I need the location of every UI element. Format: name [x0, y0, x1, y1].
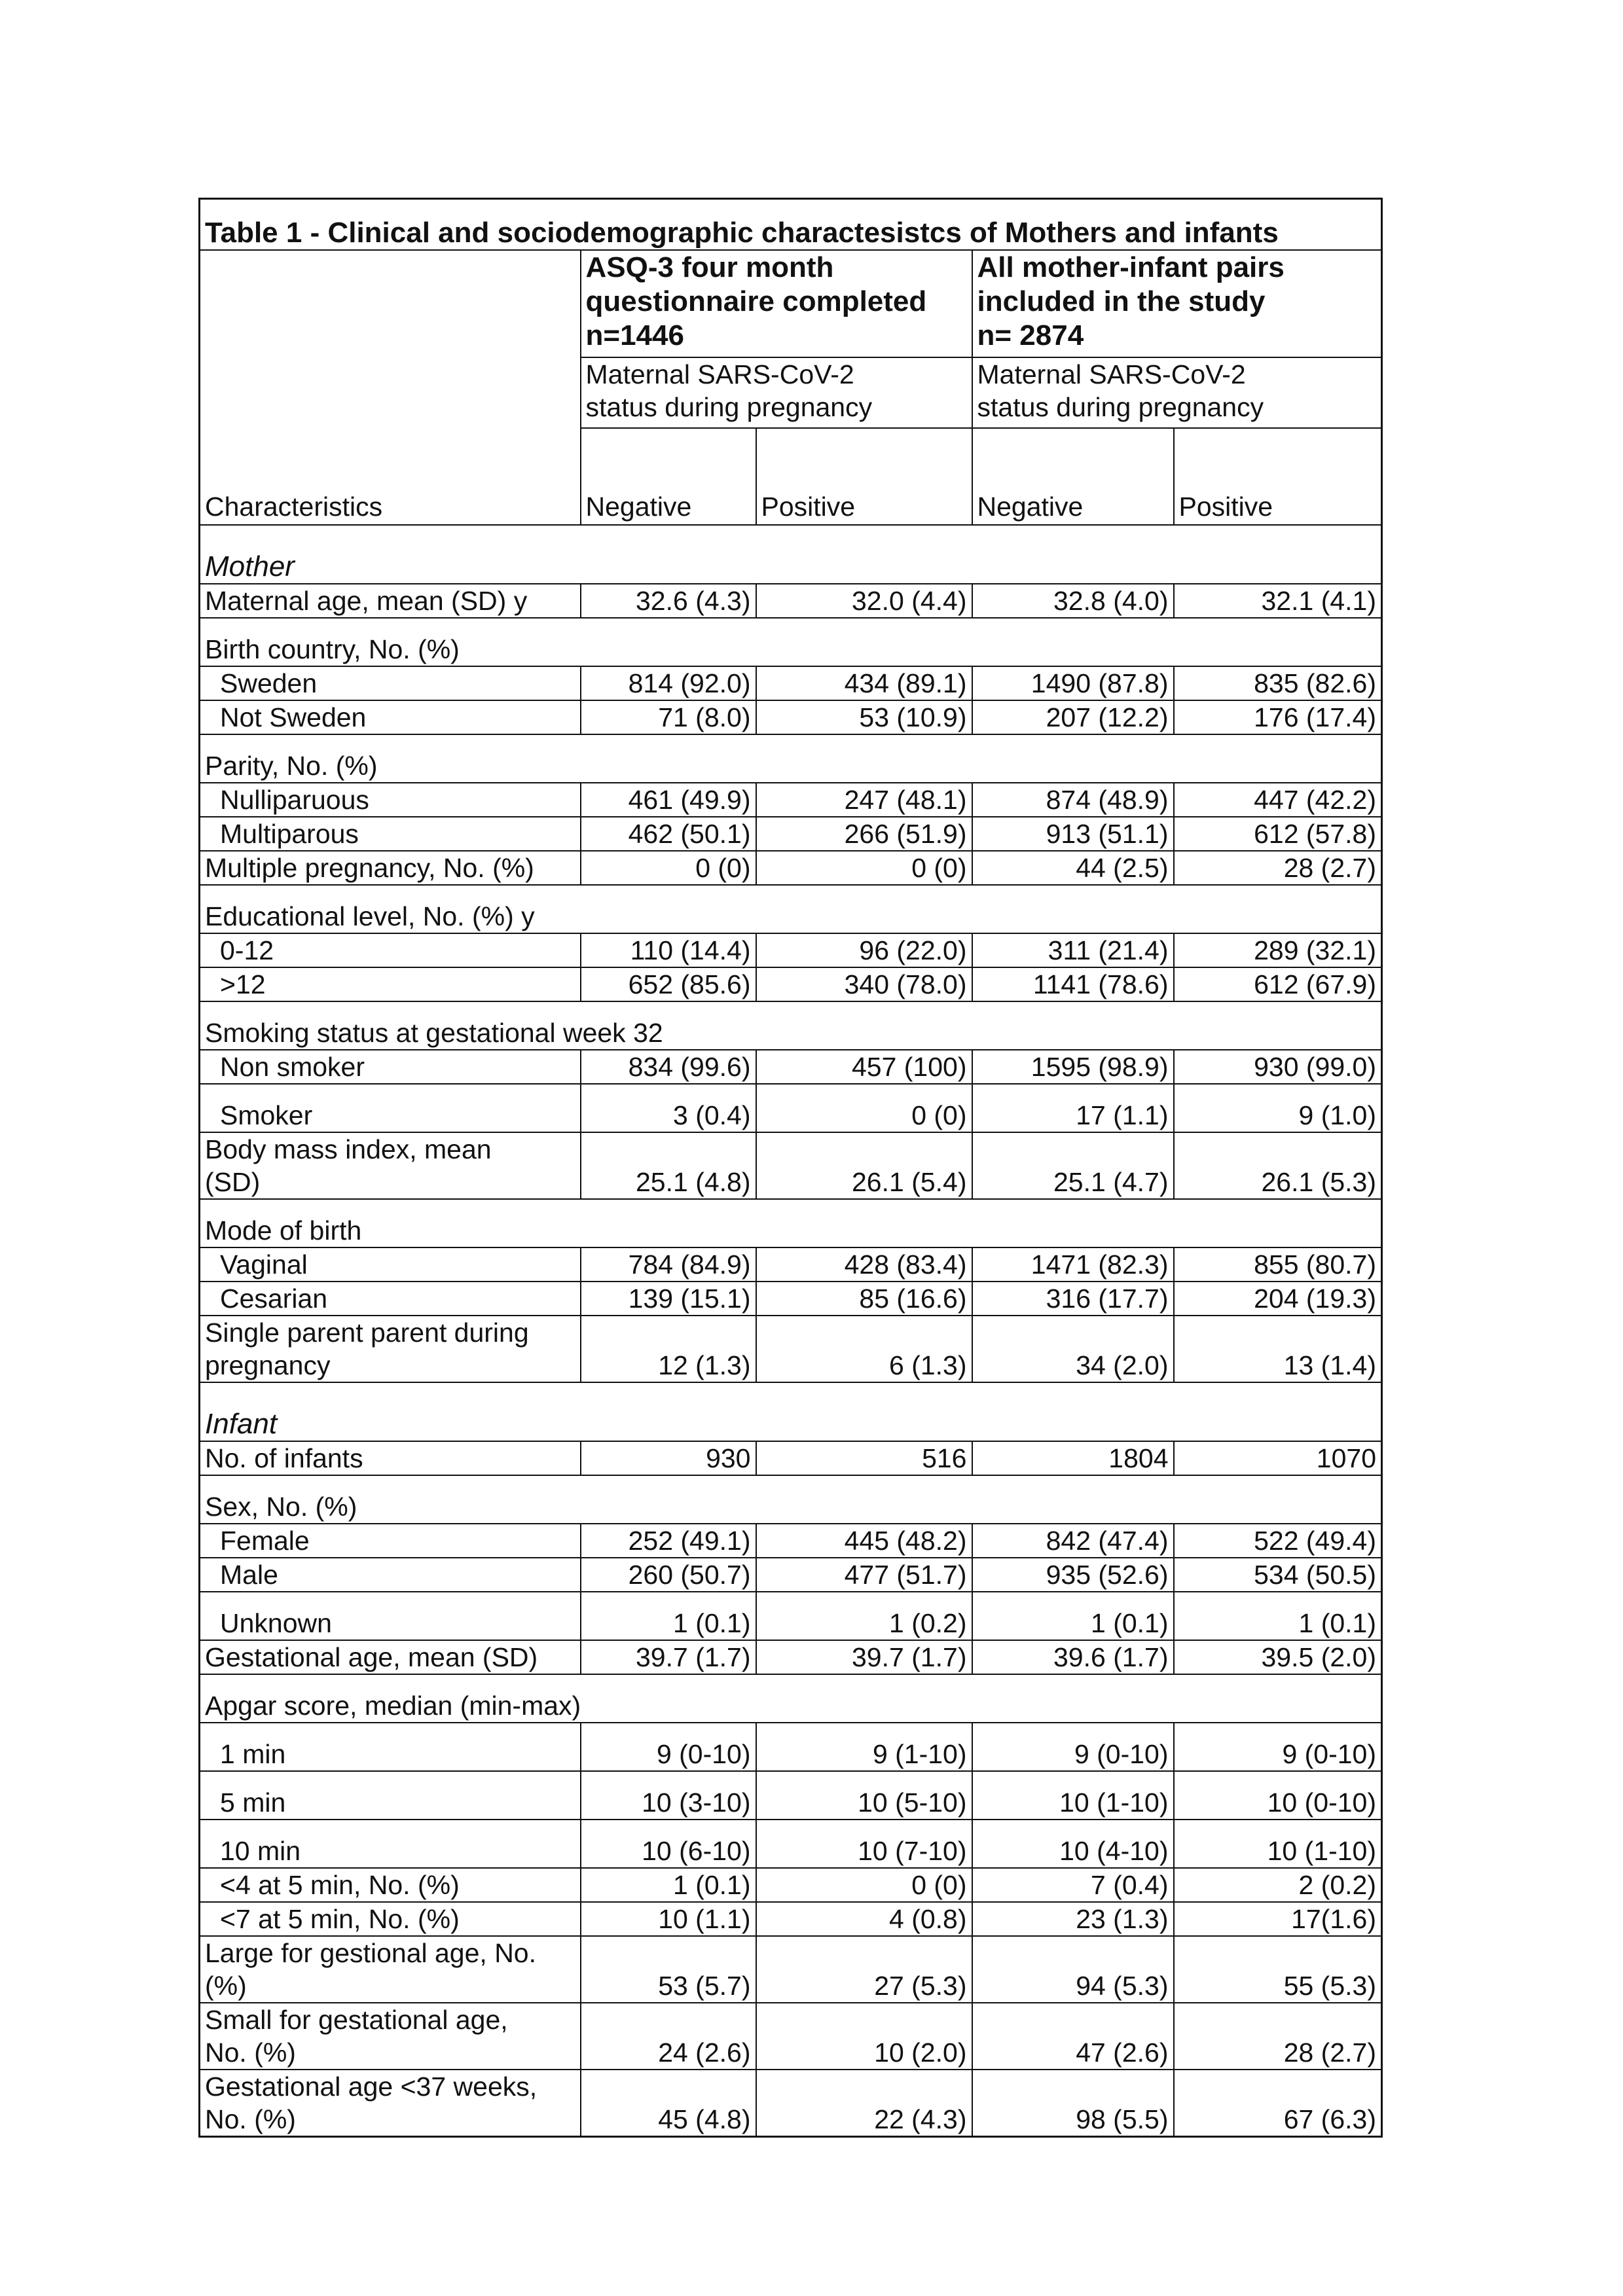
group-header-asq-line-1: ASQ-3 four month [585, 251, 834, 283]
table-row [200, 2003, 1382, 2070]
group-header-all [972, 250, 1382, 357]
group-heading-row [200, 1674, 1382, 1723]
cell-asq-negative: 3 (0.4) [581, 1084, 756, 1132]
cell-asq-positive: 0 (0) [756, 851, 972, 885]
section-label-infant: Infant [205, 1408, 278, 1440]
table-row [200, 817, 1382, 851]
cell-asq-positive: 85 (16.6) [756, 1282, 972, 1316]
section-row-infant [200, 1382, 1382, 1441]
group-header-asq-line-2: questionnaire completed [585, 285, 927, 317]
cell-asq-negative: 260 (50.7) [581, 1558, 756, 1592]
cell-asq-positive: 10 (5-10) [756, 1771, 972, 1820]
table-row [200, 1868, 1382, 1902]
group-subheader-all [972, 357, 1382, 428]
cell-all-positive: 17(1.6) [1174, 1902, 1382, 1936]
cell-all-positive: 55 (5.3) [1174, 1936, 1382, 2003]
cell-all-negative: 23 (1.3) [972, 1902, 1174, 1936]
row-label: 1 min [200, 1723, 581, 1771]
table-row [200, 1771, 1382, 1820]
group-header-row [200, 250, 1382, 357]
table-title: Table 1 - Clinical and sociodemographic charactesistcs of Mothers and infants [200, 199, 1382, 251]
row-label-line: No. (%) [205, 2104, 296, 2134]
cell-all-negative: 94 (5.3) [972, 1936, 1174, 2003]
table-row [200, 1592, 1382, 1640]
cell-asq-negative: 10 (3-10) [581, 1771, 756, 1820]
table-row [200, 933, 1382, 967]
cell-asq-positive: 53 (10.9) [756, 700, 972, 734]
cell-all-negative: 935 (52.6) [972, 1558, 1174, 1592]
cell-asq-negative: 45 (4.8) [581, 2070, 756, 2137]
cell-all-negative: 207 (12.2) [972, 700, 1174, 734]
cell-asq-positive: 434 (89.1) [756, 666, 972, 700]
cell-asq-negative: 0 (0) [581, 851, 756, 885]
table-row [200, 1050, 1382, 1084]
cell-all-negative: 7 (0.4) [972, 1868, 1174, 1902]
row-label-line: (SD) [205, 1167, 261, 1197]
cell-all-positive: 289 (32.1) [1174, 933, 1382, 967]
group-subheader-all-line-2: status during pregnancy [977, 392, 1264, 422]
cell-all-negative: 25.1 (4.7) [972, 1132, 1174, 1199]
cell-all-negative: 34 (2.0) [972, 1316, 1174, 1382]
cell-asq-negative: 652 (85.6) [581, 967, 756, 1001]
group-subheader-asq [581, 357, 972, 428]
row-label-line: Body mass index, mean [205, 1134, 492, 1164]
cell-asq-positive: 22 (4.3) [756, 2070, 972, 2137]
table-row [200, 2070, 1382, 2137]
cell-asq-negative: 9 (0-10) [581, 1723, 756, 1771]
cell-all-positive: 612 (67.9) [1174, 967, 1382, 1001]
table-row [200, 1640, 1382, 1674]
cell-asq-negative: 462 (50.1) [581, 817, 756, 851]
row-label: Male [200, 1558, 581, 1592]
table-row [200, 851, 1382, 885]
col-header-characteristics: Characteristics [205, 492, 383, 522]
cell-asq-positive: 27 (5.3) [756, 1936, 972, 2003]
row-label [200, 1132, 581, 1199]
cell-asq-positive: 340 (78.0) [756, 967, 972, 1001]
row-label: <7 at 5 min, No. (%) [200, 1902, 581, 1936]
cell-all-negative: 1804 [972, 1441, 1174, 1475]
cell-asq-negative: 32.6 (4.3) [581, 584, 756, 618]
cell-all-positive: 28 (2.7) [1174, 2003, 1382, 2070]
row-label-line: pregnancy [205, 1350, 331, 1380]
cell-all-positive: 39.5 (2.0) [1174, 1640, 1382, 1674]
row-label-line: Gestational age <37 weeks, [205, 2072, 538, 2102]
group-header-asq [581, 250, 972, 357]
cell-asq-positive: 1 (0.2) [756, 1592, 972, 1640]
cell-asq-positive: 428 (83.4) [756, 1247, 972, 1282]
cell-asq-negative: 10 (6-10) [581, 1820, 756, 1868]
cell-all-positive: 10 (0-10) [1174, 1771, 1382, 1820]
row-label: Smoker [200, 1084, 581, 1132]
row-label: <4 at 5 min, No. (%) [200, 1868, 581, 1902]
cell-asq-negative: 110 (14.4) [581, 933, 756, 967]
row-label-line: Single parent parent during [205, 1318, 529, 1348]
row-label: 5 min [200, 1771, 581, 1820]
cell-all-positive: 1 (0.1) [1174, 1592, 1382, 1640]
cell-all-negative: 47 (2.6) [972, 2003, 1174, 2070]
cell-asq-positive: 6 (1.3) [756, 1316, 972, 1382]
cell-all-positive: 855 (80.7) [1174, 1247, 1382, 1282]
cell-all-negative: 316 (17.7) [972, 1282, 1174, 1316]
cell-asq-positive: 445 (48.2) [756, 1524, 972, 1558]
cell-all-negative: 10 (1-10) [972, 1771, 1174, 1820]
table-body [200, 525, 1382, 2137]
group-heading-row [200, 885, 1382, 933]
cell-all-negative: 842 (47.4) [972, 1524, 1174, 1558]
cell-asq-negative: 784 (84.9) [581, 1247, 756, 1282]
table-row [200, 1558, 1382, 1592]
cell-all-positive: 835 (82.6) [1174, 666, 1382, 700]
cell-all-positive: 522 (49.4) [1174, 1524, 1382, 1558]
row-label: Female [200, 1524, 581, 1558]
table-row [200, 1936, 1382, 2003]
cell-all-negative: 39.6 (1.7) [972, 1640, 1174, 1674]
table-row [200, 1723, 1382, 1771]
table-row [200, 1316, 1382, 1382]
table-row [200, 1441, 1382, 1475]
col-header-all-negative: Negative [972, 428, 1174, 525]
cell-asq-negative: 834 (99.6) [581, 1050, 756, 1084]
row-group-label: Apgar score, median (min-max) [200, 1674, 1382, 1723]
group-header-asq-line-3: n=1446 [585, 319, 684, 351]
col-header-asq-negative: Negative [581, 428, 756, 525]
group-subheader-asq-line-2: status during pregnancy [585, 392, 873, 422]
table-row [200, 700, 1382, 734]
cell-asq-positive: 516 [756, 1441, 972, 1475]
table-row [200, 1282, 1382, 1316]
cell-all-negative: 32.8 (4.0) [972, 584, 1174, 618]
cell-all-positive: 67 (6.3) [1174, 2070, 1382, 2137]
row-label: Non smoker [200, 1050, 581, 1084]
row-group-label: Birth country, No. (%) [200, 618, 1382, 666]
cell-asq-negative: 461 (49.9) [581, 783, 756, 817]
cell-asq-negative: 930 [581, 1441, 756, 1475]
row-label: Sweden [200, 666, 581, 700]
cell-all-negative: 1471 (82.3) [972, 1247, 1174, 1282]
row-label: Unknown [200, 1592, 581, 1640]
cell-all-negative: 1490 (87.8) [972, 666, 1174, 700]
cell-all-positive: 9 (0-10) [1174, 1723, 1382, 1771]
characteristics-table [198, 198, 1383, 2138]
group-header-all-line-1: All mother-infant pairs [977, 251, 1285, 283]
row-group-label: Mode of birth [200, 1199, 1382, 1247]
cell-asq-negative: 252 (49.1) [581, 1524, 756, 1558]
group-heading-row [200, 618, 1382, 666]
cell-all-positive: 9 (1.0) [1174, 1084, 1382, 1132]
cell-asq-negative: 1 (0.1) [581, 1868, 756, 1902]
group-header-all-line-2: included in the study [977, 285, 1266, 317]
cell-asq-positive: 457 (100) [756, 1050, 972, 1084]
cell-asq-positive: 10 (2.0) [756, 2003, 972, 2070]
cell-asq-positive: 9 (1-10) [756, 1723, 972, 1771]
row-label [200, 1316, 581, 1382]
cell-asq-positive: 266 (51.9) [756, 817, 972, 851]
table-row [200, 1084, 1382, 1132]
cell-asq-negative: 24 (2.6) [581, 2003, 756, 2070]
table-row [200, 1524, 1382, 1558]
cell-all-negative: 1141 (78.6) [972, 967, 1174, 1001]
cell-all-positive: 32.1 (4.1) [1174, 584, 1382, 618]
row-label: Vaginal [200, 1247, 581, 1282]
table-row [200, 584, 1382, 618]
cell-asq-negative: 71 (8.0) [581, 700, 756, 734]
cell-all-negative: 1 (0.1) [972, 1592, 1174, 1640]
cell-all-positive: 1070 [1174, 1441, 1382, 1475]
cell-all-positive: 930 (99.0) [1174, 1050, 1382, 1084]
table-row [200, 1132, 1382, 1199]
row-label: Cesarian [200, 1282, 581, 1316]
group-header-all-line-3: n= 2874 [977, 319, 1084, 351]
table-row [200, 967, 1382, 1001]
row-label: Gestational age, mean (SD) [200, 1640, 581, 1674]
cell-asq-positive: 10 (7-10) [756, 1820, 972, 1868]
cell-asq-positive: 0 (0) [756, 1084, 972, 1132]
cell-all-positive: 13 (1.4) [1174, 1316, 1382, 1382]
row-label-line: Large for gestional age, No. [205, 1938, 536, 1968]
cell-all-negative: 98 (5.5) [972, 2070, 1174, 2137]
col-header-all-positive: Positive [1174, 428, 1382, 525]
table-row [200, 1247, 1382, 1282]
cell-asq-negative: 139 (15.1) [581, 1282, 756, 1316]
cell-asq-positive: 26.1 (5.4) [756, 1132, 972, 1199]
row-label [200, 2070, 581, 2137]
cell-asq-positive: 247 (48.1) [756, 783, 972, 817]
cell-all-negative: 874 (48.9) [972, 783, 1174, 817]
cell-all-negative: 913 (51.1) [972, 817, 1174, 851]
group-heading-row [200, 734, 1382, 783]
group-heading-row [200, 1475, 1382, 1524]
row-label: Not Sweden [200, 700, 581, 734]
table-row [200, 1902, 1382, 1936]
cell-all-negative: 9 (0-10) [972, 1723, 1174, 1771]
row-label [200, 2003, 581, 2070]
cell-all-positive: 204 (19.3) [1174, 1282, 1382, 1316]
cell-all-positive: 2 (0.2) [1174, 1868, 1382, 1902]
group-subheader-all-line-1: Maternal SARS-CoV-2 [977, 359, 1246, 389]
cell-asq-positive: 4 (0.8) [756, 1902, 972, 1936]
row-label: Multiple pregnancy, No. (%) [200, 851, 581, 885]
row-label [200, 1936, 581, 2003]
cell-all-negative: 1595 (98.9) [972, 1050, 1174, 1084]
row-label: 0-12 [200, 933, 581, 967]
section-row-mother [200, 525, 1382, 584]
cell-all-negative: 311 (21.4) [972, 933, 1174, 967]
cell-asq-negative: 814 (92.0) [581, 666, 756, 700]
cell-asq-negative: 53 (5.7) [581, 1936, 756, 2003]
row-group-label: Educational level, No. (%) y [200, 885, 1382, 933]
cell-all-positive: 176 (17.4) [1174, 700, 1382, 734]
cell-asq-negative: 10 (1.1) [581, 1902, 756, 1936]
row-label-line: Small for gestational age, [205, 2005, 508, 2035]
row-group-label: Sex, No. (%) [200, 1475, 1382, 1524]
row-group-label: Parity, No. (%) [200, 734, 1382, 783]
cell-all-positive: 447 (42.2) [1174, 783, 1382, 817]
section-label-mother: Mother [205, 550, 295, 583]
table-title-row [200, 199, 1382, 251]
table-row [200, 666, 1382, 700]
cell-asq-positive: 39.7 (1.7) [756, 1640, 972, 1674]
cell-asq-negative: 1 (0.1) [581, 1592, 756, 1640]
cell-asq-positive: 477 (51.7) [756, 1558, 972, 1592]
cell-asq-negative: 12 (1.3) [581, 1316, 756, 1382]
row-label-line: No. (%) [205, 2037, 296, 2068]
row-label: No. of infants [200, 1441, 581, 1475]
cell-all-positive: 26.1 (5.3) [1174, 1132, 1382, 1199]
group-heading-row [200, 1001, 1382, 1050]
col-header-asq-positive: Positive [756, 428, 972, 525]
cell-asq-positive: 32.0 (4.4) [756, 584, 972, 618]
cell-all-positive: 534 (50.5) [1174, 1558, 1382, 1592]
row-label: Nulliparuous [200, 783, 581, 817]
row-label-line: (%) [205, 1971, 247, 2001]
cell-all-negative: 10 (4-10) [972, 1820, 1174, 1868]
cell-asq-positive: 96 (22.0) [756, 933, 972, 967]
cell-all-negative: 17 (1.1) [972, 1084, 1174, 1132]
row-label: Maternal age, mean (SD) y [200, 584, 581, 618]
cell-asq-negative: 25.1 (4.8) [581, 1132, 756, 1199]
cell-all-negative: 44 (2.5) [972, 851, 1174, 885]
table-row [200, 1820, 1382, 1868]
cell-all-positive: 28 (2.7) [1174, 851, 1382, 885]
group-heading-row [200, 1199, 1382, 1247]
row-group-label: Smoking status at gestational week 32 [200, 1001, 1382, 1050]
row-label: >12 [200, 967, 581, 1001]
cell-asq-negative: 39.7 (1.7) [581, 1640, 756, 1674]
header-blank-cell [200, 250, 581, 525]
row-label: 10 min [200, 1820, 581, 1868]
row-label: Multiparous [200, 817, 581, 851]
cell-all-positive: 10 (1-10) [1174, 1820, 1382, 1868]
group-subheader-asq-line-1: Maternal SARS-CoV-2 [585, 359, 854, 389]
table-row [200, 783, 1382, 817]
cell-all-positive: 612 (57.8) [1174, 817, 1382, 851]
cell-asq-positive: 0 (0) [756, 1868, 972, 1902]
